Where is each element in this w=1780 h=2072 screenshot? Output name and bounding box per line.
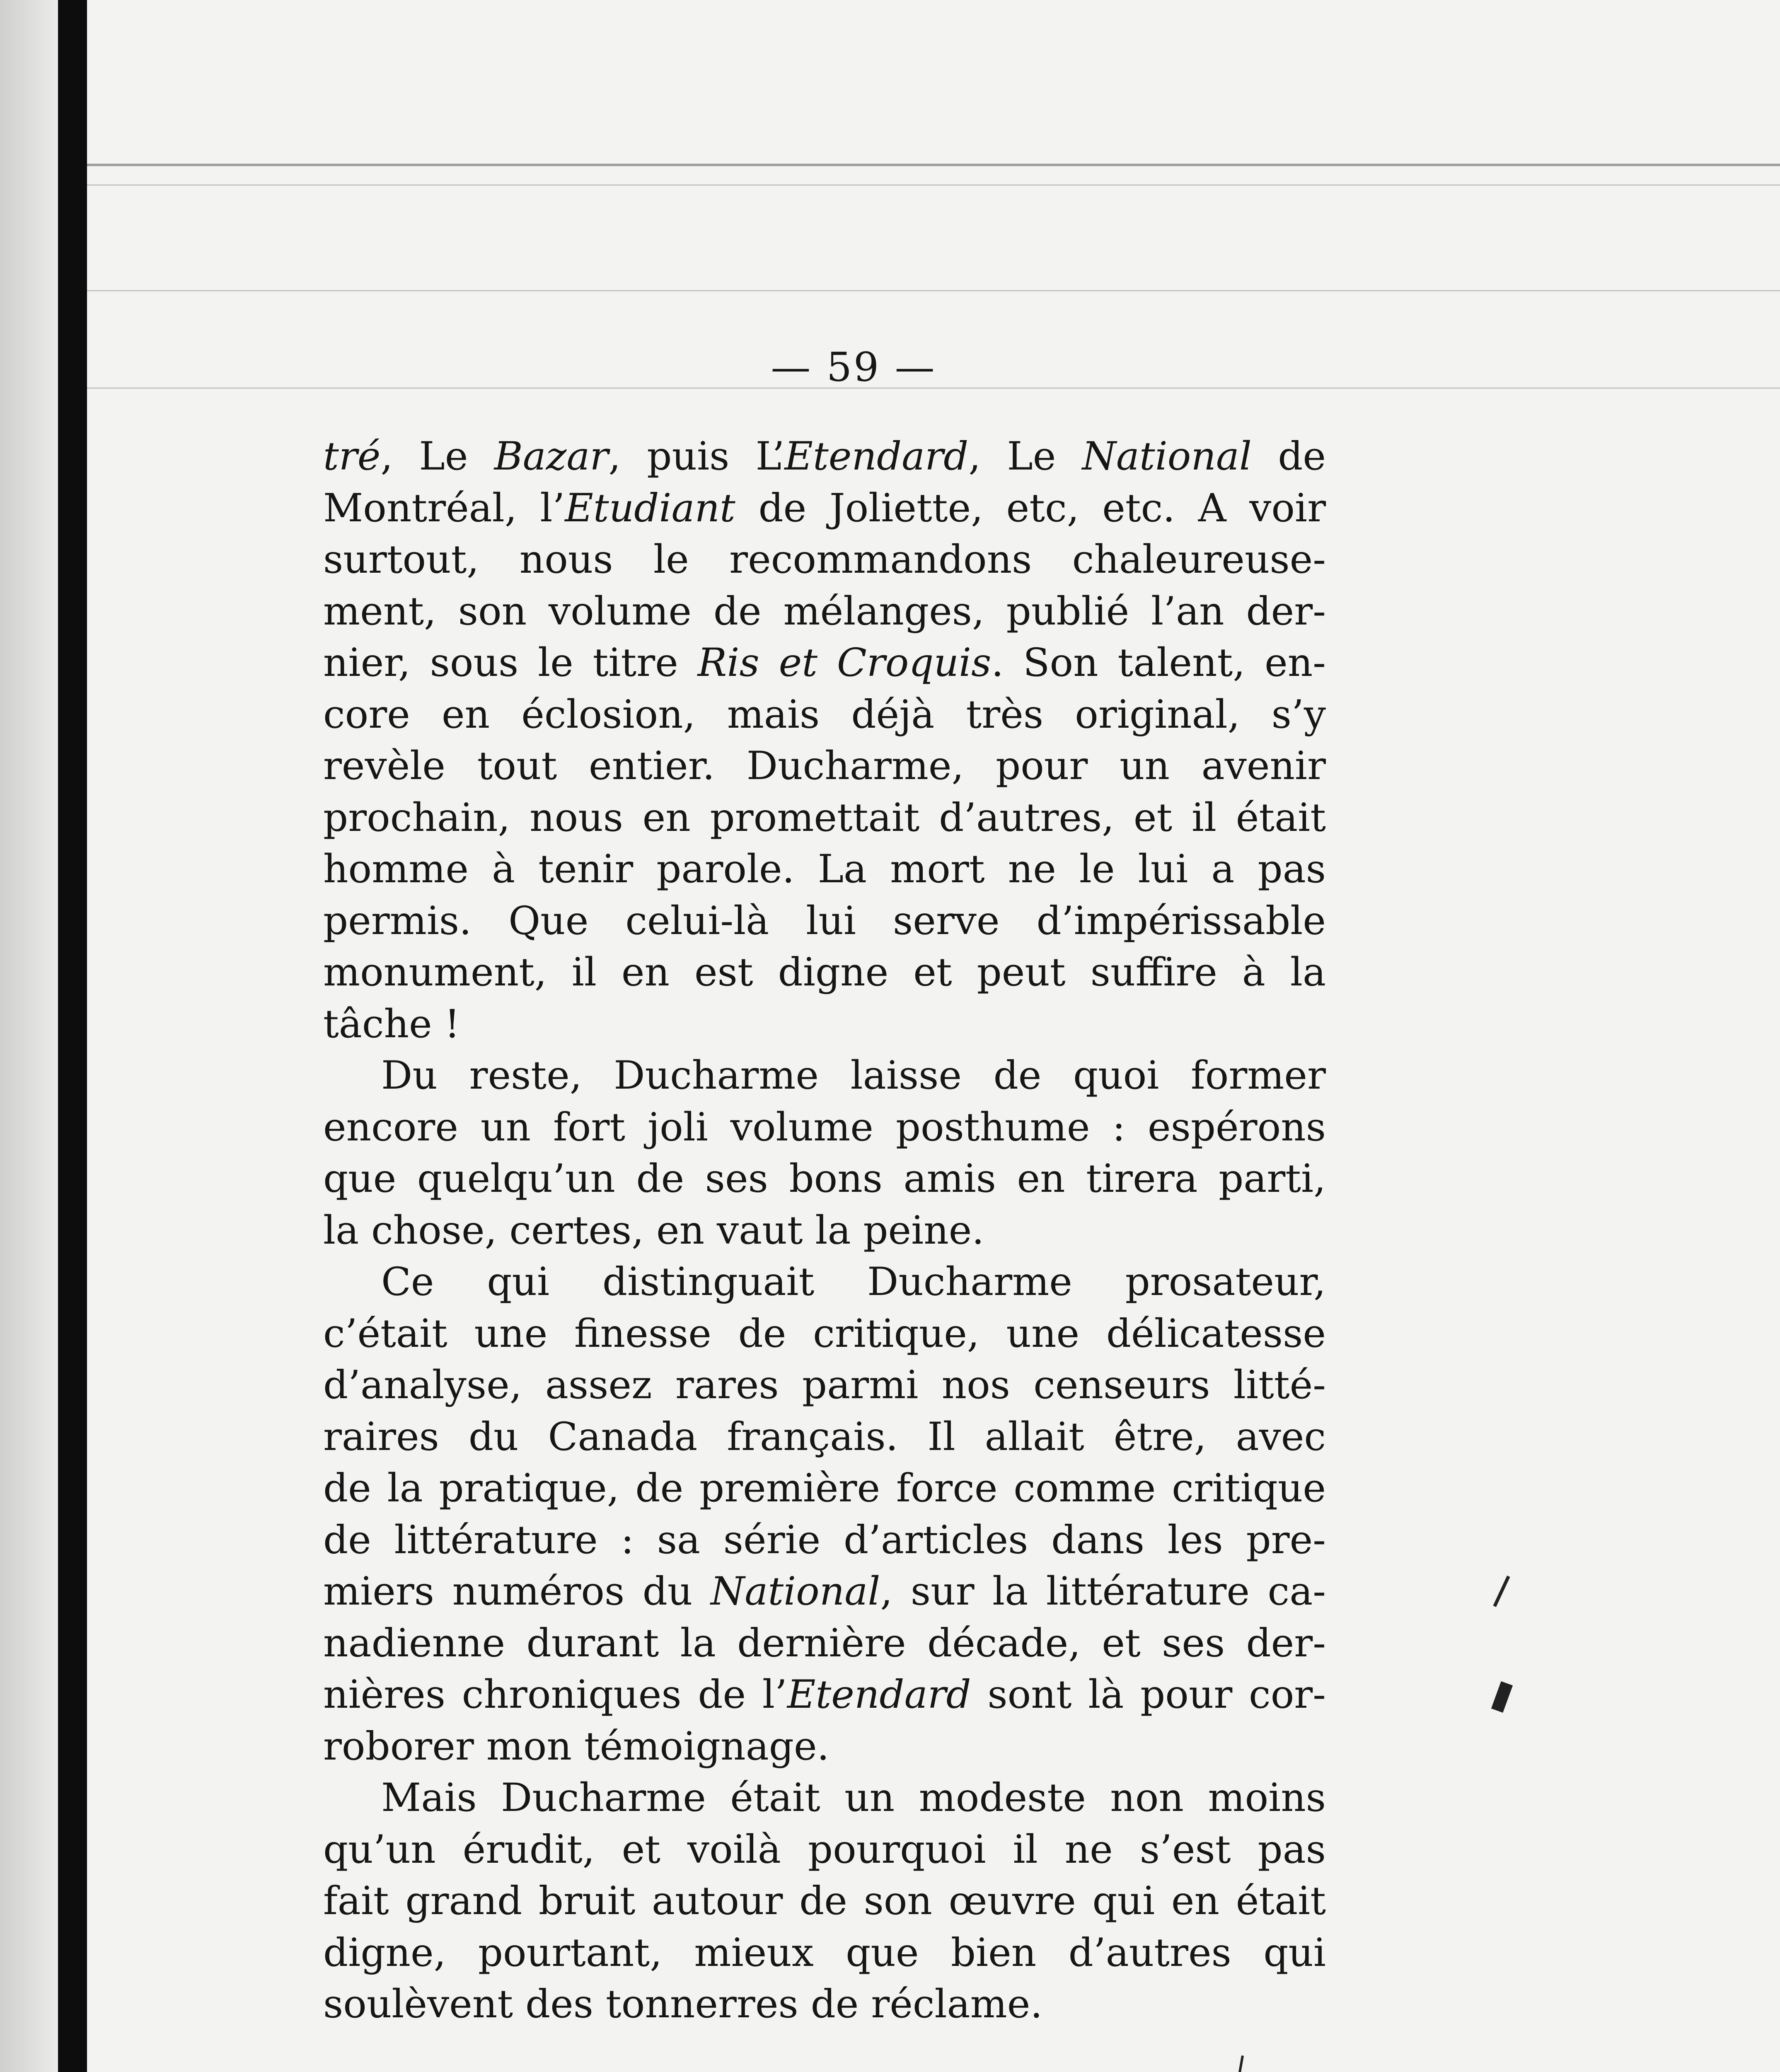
text-run: de — [1252, 434, 1326, 479]
text-line — [323, 896, 1326, 947]
text-run: revèle tout entier. Ducharme, pour un avenir — [323, 743, 1326, 789]
text-run: nières chroniques de l’ — [323, 1672, 787, 1717]
text-run: nadienne durant la dernière décade, et ses der- — [323, 1620, 1326, 1666]
text-run: de la pratique, de première force comme critique — [323, 1466, 1326, 1511]
ink-speck — [1236, 2055, 1244, 2072]
body-text — [323, 431, 1326, 2031]
text-run: que quelqu’un de ses bons amis en tirera parti, — [323, 1156, 1326, 1201]
page-number: — 59 — — [771, 344, 936, 390]
italic-title: tré — [323, 434, 381, 479]
text-run: soulèvent des tonnerres de réclame. — [323, 1982, 1043, 2027]
text-line — [323, 483, 1326, 535]
ruled-line — [87, 164, 1780, 166]
text-run: , puis L’ — [608, 434, 785, 479]
text-line — [323, 1515, 1326, 1566]
text-run: roborer mon témoignage. — [323, 1723, 830, 1769]
text-run: Ce qui distinguait Ducharme prosateur, — [381, 1259, 1326, 1305]
text-run: miers numéros du — [323, 1569, 711, 1614]
italic-title: National — [711, 1569, 880, 1614]
text-run: ment, son volume de mélanges, publié l’an der- — [323, 588, 1326, 634]
text-line — [323, 1618, 1326, 1670]
text-run: , sur la littérature ca- — [880, 1569, 1326, 1614]
text-line — [323, 1411, 1326, 1463]
text-line — [323, 1463, 1326, 1515]
text-line — [323, 792, 1326, 844]
text-run: , Le — [380, 434, 494, 479]
text-run: . Son talent, en- — [991, 640, 1326, 685]
text-line — [323, 1256, 1326, 1308]
text-run: c’était une finesse de critique, une délicatesse — [323, 1311, 1326, 1356]
text-line — [323, 1824, 1326, 1876]
text-run: homme à tenir parole. La mort ne le lui a pas — [323, 847, 1326, 892]
paragraph — [323, 1772, 1326, 2031]
text-run: fait grand bruit autour de son œuvre qui en était — [323, 1878, 1326, 1924]
text-line — [323, 1308, 1326, 1360]
text-run: raires du Canada français. Il allait être, avec — [323, 1414, 1326, 1460]
text-line — [323, 1153, 1326, 1205]
text-line — [323, 586, 1326, 638]
text-line — [323, 1360, 1326, 1411]
paragraph — [323, 431, 1326, 1050]
binding-shadow — [0, 0, 58, 2072]
text-run: Montréal, l’ — [323, 485, 565, 531]
text-line — [323, 534, 1326, 586]
text-line — [323, 1050, 1326, 1102]
italic-title: Ris et Croquis — [697, 640, 992, 685]
text-run: la chose, certes, en vaut la peine. — [323, 1208, 984, 1253]
text-run: de littérature : sa série d’articles dans les pre- — [323, 1517, 1326, 1563]
italic-title: Bazar — [494, 434, 609, 479]
ruled-line — [87, 290, 1780, 291]
text-line — [323, 1102, 1326, 1154]
text-run: surtout, nous le recommandons chaleureuse- — [323, 537, 1326, 582]
text-line — [323, 1876, 1326, 1927]
text-line — [323, 1772, 1326, 1824]
text-line — [323, 1927, 1326, 1979]
text-line — [323, 741, 1326, 792]
text-run: permis. Que celui-là lui serve d’impérissable — [323, 898, 1326, 944]
paragraph — [323, 1050, 1326, 1256]
text-line — [323, 1979, 1326, 2031]
text-run: de Joliette, etc, etc. A voir — [735, 485, 1326, 531]
text-line — [323, 1721, 1326, 1773]
text-run: Du reste, Ducharme laisse de quoi former — [381, 1053, 1326, 1098]
text-run: core en éclosion, mais déjà très original, s’y — [323, 692, 1326, 737]
text-line — [323, 637, 1326, 689]
text-run: monument, il en est digne et peut suffire à la — [323, 950, 1326, 995]
text-run: tâche ! — [323, 1001, 460, 1047]
text-run: sont là pour cor- — [971, 1672, 1326, 1717]
text-run: d’analyse, assez rares parmi nos censeurs litté- — [323, 1363, 1326, 1408]
text-line — [323, 689, 1326, 741]
italic-title: Etudiant — [565, 485, 735, 531]
paragraph — [323, 1256, 1326, 1772]
text-line — [323, 1566, 1326, 1618]
text-line — [323, 999, 1326, 1051]
italic-title: Etendard — [787, 1672, 971, 1717]
binding-edge — [58, 0, 87, 2072]
text-line — [323, 1205, 1326, 1257]
text-run: prochain, nous en promettait d’autres, et il était — [323, 795, 1326, 840]
italic-title: Etendard — [784, 434, 969, 479]
italic-title: National — [1082, 434, 1252, 479]
ink-speck — [1491, 1681, 1513, 1713]
text-line — [323, 1669, 1326, 1721]
text-line — [323, 844, 1326, 896]
text-run: qu’un érudit, et voilà pourquoi il ne s’est pas — [323, 1827, 1326, 1872]
text-run: nier, sous le titre — [323, 640, 698, 685]
text-run: digne, pourtant, mieux que bien d’autres qui — [323, 1930, 1326, 1975]
text-run: , Le — [968, 434, 1082, 479]
ruled-line — [87, 184, 1780, 186]
text-line — [323, 947, 1326, 999]
text-line — [323, 431, 1326, 483]
text-run: Mais Ducharme était un modeste non moins — [381, 1775, 1326, 1820]
text-run: encore un fort joli volume posthume : espérons — [323, 1104, 1326, 1150]
ink-speck — [1493, 1576, 1510, 1607]
